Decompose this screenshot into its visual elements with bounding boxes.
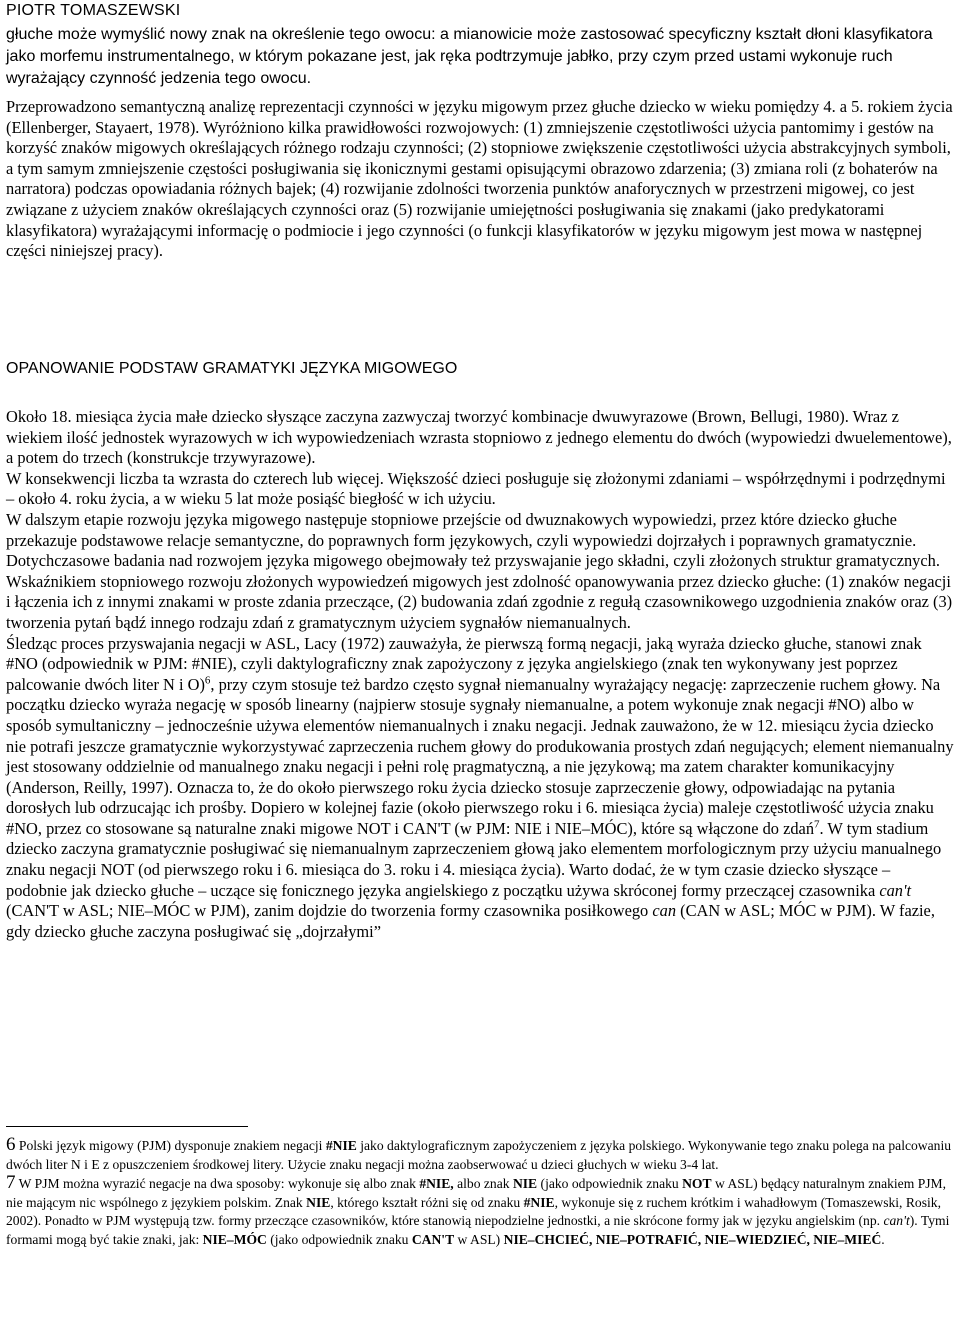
paragraph-5-text-c: . W tym stadium dziecko zaczyna gramatycznie posługiwać się niemanualnym zaprzeczeniem głową jako elementem morfologicznym przy użyciu manualnego znaku negacji NOT (od pierwszego roku i 6. miesiąca do 3. roku i 4. miesiąca życia). Warto dodać, że w tym czasie dziecko słyszące – podobnie jak dziecko głuche – uczące się fonicznego języka angielskiego z początku używa skróconej formy przeczącej czasownika	[6, 818, 942, 900]
footnote-7-text-i: w ASL)	[454, 1231, 504, 1247]
paragraph-1: Około 18. miesiąca życia małe dziecko słyszące zaczyna zazwyczaj tworzyć kombinacje dwuwyrazowe (Brown, Bellugi, 1980). Wraz z wiekiem ilość jednostek wyrazowych w ich wypowiedzeniach wzrasta stopniowo z jednego elementu do dwóch (wypowiedzi dwuelementowe), a potem do trzech (konstrukcje trzywyrazowe).	[6, 407, 952, 468]
paragraph-2: W konsekwencji liczba ta wzrasta do czterech lub więcej. Większość dzieci posługuje się złożonymi zdaniami – współrzędnymi i podrzędnymi – około 4. roku życia, a w wieku 5 lat może posiąść biegłość w ich użyciu.	[6, 468, 946, 509]
footnote-7-bold-4: NIE	[306, 1194, 331, 1210]
footnotes	[6, 1136, 954, 1250]
footnote-7-number: 7	[6, 1172, 16, 1194]
paragraph-5-text-b: , przy czym stosuje też bardzo często sygnał niemanualny wyrażający negację: zaprzeczenie ruchem głowy. Na początku dziecko wyraża negację w sposób linearny (najpierw stosuje sygnały niemanualne, a potem wykonuje znak negacji #NO) albo w sposób symultaniczny – jednocześnie używa elementów niemanualnych i znaku negacji. Jednak zauważono, że w 12. miesiącu życia dziecko nie potrafi jeszcze gramatycznie wykorzystywać zaprzeczenia ruchem głowy do produkowania prostych zdań negujących; element niemanualny jest stosowany oddzielnie od manualnego znaku negacji i pełni rolę pragmatyczną, a nie językową; ma zatem charakter komunikacyjny (Anderson, Reilly, 1997). Oznacza to, że do około pierwszego roku życia dziecko stosuje zaprzeczenie głowy, odpowiadając na pytania dorosłych lub odrzucając ich prośby. Dopiero w kolejnej fazie (około pierwszego roku i 6. miesiąca życia) maleje częstotliwość użycia znaku #NO, przez co stosowane są naturalne znaki migowe NOT i CAN'T (w PJM: NIE i NIE–MÓC), które są włączone do zdań	[6, 674, 954, 838]
footnote-7-italic-cant: can't	[883, 1213, 910, 1229]
paragraph-5-italic-cant: can't	[879, 880, 912, 900]
paragraph-5-text-a: Śledząc proces przyswajania negacji w ASL, Lacy (1972) zauważyła, że pierwszą formą negacji, jaką wyraża dziecko głuche, stanowi znak #NO (odpowiednik w PJM: #NIE), czyli daktylograficzny znak zapożyczony z języka angielskiego (znak ten wykonywany jest poprzez palcowanie dwóch liter N i O)	[6, 633, 922, 694]
footnote-ref-7: 7	[814, 818, 820, 831]
footnote-7-text-g: ). Tymi formami mogą być takie znaki, jak:	[6, 1213, 950, 1247]
footnote-7-text-h: (jako odpowiednik znaku	[266, 1231, 412, 1247]
intro-paragraph-serif: Przeprowadzono semantyczną analizę reprezentacji czynności w języku migowym przez głuche dziecko w wieku pomiędzy 4. a 5. rokiem życia (Ellenberger, Stayaert, 1978). Wyróżniono kilka prawidłowości rozwojowych: (1) zmniejszenie częstotliwości użycia pantomimy i gestów na korzyść znaków migowych określających różnego rodzaju czynności; (2) stopniowe zwiększenie częstotliwości użycia abstrakcyjnych symboli, a tym samym zmniejszenie częstości posługiwania się ikonicznymi gestami opisującymi obrazowo zdarzenia; (3) zmiana roli (z bohaterów na narratora) podczas opowiadania różnych bajek; (4) rozwijanie zdolności tworzenia punktów anaforycznych w przestrzeni migowej, co jest związane z użyciem znaków określających czynności oraz (5) rozwijanie umiejętności posługiwania się znakami (jako predykatorami klasyfikatora) wyrażającymi informację o podmiocie i jego czynności (o funkcji klasyfikatorów w języku migowym jest mowa w następnej części niniejszej pracy).	[6, 97, 953, 261]
paragraph-3: W dalszym etapie rozwoju języka migowego następuje stopniowe przejście od dwuznakowych wypowiedzi, przez które dziecko głuche przekazuje podstawowe relacje semantyczne, do poprawnych form językowych, czyli wypowiedzi dojrzałych i poprawnych gramatycznie.	[6, 509, 917, 550]
footnote-6-text-a: Polski język migowy (PJM) dysponuje znakiem negacji	[15, 1138, 326, 1153]
footnote-7-bold-2: NIE	[512, 1176, 538, 1192]
paragraph-5-text-e: (CAN w ASL; MÓC w PJM). W fazie, gdy dziecko głuche zaczyna posługiwać się „dojrzałymi”	[6, 901, 935, 941]
running-head: PIOTR TOMASZEWSKI	[6, 2, 181, 19]
footnote-7	[6, 1174, 954, 1249]
paragraph-4: Dotychczasowe badania nad rozwojem języka migowego obejmowały też przyswajanie jego składni, czyli złożonych struktur gramatycznych. Wskaźnikiem stopniowego rozwoju złożonych wypowiedzeń migowych jest zdolność opanowywania przez dziecko głuche: (1) znaków negacji i łączenia ich z innymi znakami w proste zdania przeczące, (2) budowania zdań zgodnie z regułą czasownikowego uzgodnienia znaków oraz (3) tworzenia pytań bądź innego rodzaju zdań z gramatycznym użyciem sygnałów niemanualnych.	[6, 551, 953, 632]
footnote-7-text-e: , którego kształt różni się od znaku	[330, 1194, 524, 1210]
section-heading: OPANOWANIE PODSTAW GRAMATYKI JĘZYKA MIGOWEGO	[6, 360, 458, 377]
paragraph-5-italic-can: can	[652, 901, 677, 921]
footnote-6-bold-nie: #NIE	[325, 1138, 357, 1153]
footnote-separator	[6, 1126, 248, 1127]
footnote-7-bold-6: NIE–MÓC	[202, 1231, 267, 1247]
footnote-7-bold-5: #NIE	[523, 1194, 555, 1210]
footnote-7-text-a: W PJM można wyrazić negacje na dwa sposoby: wykonuje się albo znak	[15, 1176, 420, 1192]
footnote-7-bold-7: CAN'T	[411, 1231, 455, 1247]
section-body	[6, 407, 954, 942]
paragraph-5	[6, 634, 954, 943]
footnote-7-text-j: .	[881, 1231, 885, 1247]
footnote-7-bold-8: NIE–CHCIEĆ, NIE–POTRAFIĆ, NIE–WIEDZIEĆ, NIE–MIEĆ	[503, 1231, 882, 1247]
footnote-7-text-c: (jako odpowiednik znaku	[537, 1176, 683, 1192]
footnote-7-text-b: albo znak	[453, 1176, 513, 1192]
footnote-7-text-d: w ASL) będący naturalnym znakiem PJM, nie mającym nic wspólnego z językiem polskim. Znak	[6, 1176, 947, 1210]
footnote-6	[6, 1136, 954, 1174]
footnote-7-bold-1: #NIE,	[419, 1176, 454, 1192]
footnote-6-number: 6	[6, 1134, 16, 1155]
intro-paragraph-sans: głuche może wymyślić nowy znak na określenie tego owocu: a mianowicie może zastosować specyficzny kształt dłoni klasyfikatora jako morfemu instrumentalnego, w którym pokazane jest, jak ręka podtrzymuje jabłko, przy czym przed ustami wykonuje ruch wyrażający czynność jedzenia tego owocu.	[6, 26, 933, 87]
footnote-7-text-f: , wykonuje się z ruchem krótkim i wahadłowym (Tomaszewski, Rosik, 2002). Ponadto w PJM występują tzw. formy przeczące czasowników, które stanowią niepodzielne jednostki, a nie skrócone formy jak w języku angielskim (np.	[6, 1194, 941, 1229]
footnote-7-bold-3: NOT	[682, 1176, 712, 1192]
paragraph-5-text-d: (CAN'T w ASL; NIE–MÓC w PJM), zanim dojdzie do tworzenia formy czasownika posiłkowego	[6, 901, 653, 921]
footnote-6-text-b: jako daktylograficznym zapożyczeniem z języka polskiego. Wykonywanie tego znaku polega na palcowaniu dwóch liter N i E z opuszczeniem środkowej litery. Użycie znaku negacji można zaobserwować u dzieci głuchych w wieku 3-4 lat.	[6, 1138, 952, 1172]
footnote-ref-6: 6	[204, 674, 211, 687]
